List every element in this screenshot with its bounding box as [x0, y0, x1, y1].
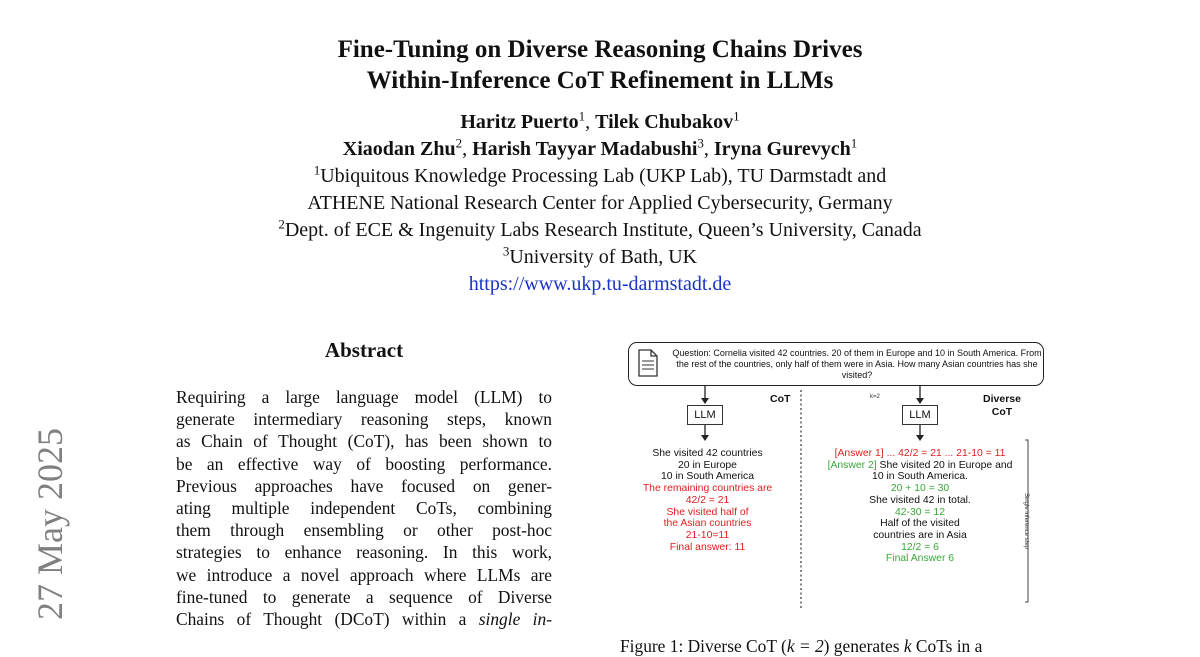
dcot-step: Final Answer 6 — [885, 553, 955, 565]
author-affil-sup: 2 — [455, 135, 463, 151]
dcot-step — [808, 460, 1032, 472]
author-name: Harish Tayyar Madabushi — [472, 138, 698, 160]
abstract-line: fine-tuned to generate a sequence of Diverse — [176, 586, 552, 607]
cot-step: the Asian countries — [663, 518, 752, 530]
affil-text: Ubiquitous Knowledge Processing Lab (UKP Lab), TU Darmstadt and — [320, 165, 887, 187]
dcot-chain — [808, 448, 1032, 565]
dcot-label-line: CoT — [991, 406, 1013, 418]
abstract-italic-text: single in- — [478, 609, 552, 630]
abstract-heading: Abstract — [324, 338, 404, 362]
arxiv-date-stamp: 27 May 2025 — [30, 428, 70, 620]
affil-sup: 1 — [313, 162, 321, 178]
abstract-line: ating multiple independent CoTs, combining — [176, 498, 552, 519]
affil-text: University of Bath, UK — [509, 246, 698, 268]
affiliation-2 — [0, 217, 1200, 244]
dcot-llm-box: LLM — [902, 405, 938, 425]
caption-text: ) generates — [823, 636, 904, 656]
author-affil-sup: 1 — [850, 135, 858, 151]
dcot-step-text: She visited 20 in Europe and — [876, 459, 1013, 471]
abstract-line-text: Chains of Thought (DCoT) within a — [176, 609, 467, 630]
k-label: k=2 — [870, 394, 880, 400]
cot-step: 42/2 = 21 — [685, 494, 730, 506]
affil-text: Dept. of ECE & Ingenuity Labs Research Institute, Queen’s University, Canada — [284, 219, 922, 241]
caption-math: k = 2 — [786, 636, 824, 656]
abstract-line: generate intermediary reasoning steps, known — [176, 409, 552, 430]
affiliation-1b: ATHENE National Research Center for Applied Cybersecurity, Germany — [307, 192, 893, 214]
abstract-line: strategies to enhance reasoning. In this work, — [176, 542, 552, 563]
affil-sup: 3 — [502, 243, 510, 259]
cot-step: She visited half of — [666, 506, 749, 518]
lab-url-link[interactable]: https://www.ukp.tu-darmstadt.de — [468, 273, 732, 295]
abstract-body — [176, 386, 552, 630]
caption-math: k — [903, 636, 912, 656]
dcot-step: 12/2 = 6 — [901, 541, 939, 553]
dcot-step: 20 + 10 = 30 — [890, 483, 950, 495]
abstract-line — [176, 608, 552, 630]
caption-text: CoTs in a — [911, 636, 983, 656]
authors-line-2: Xiaodan Zhu$^2$, Harish Tayyar Madabushi$^3$, Iryna Gurevych$^1$ — [342, 135, 858, 160]
author-name: Iryna Gurevych — [713, 138, 851, 160]
abstract-line: Previous approaches have focused on gener- — [176, 475, 552, 496]
title-line-2: Within-Inference CoT Refinement in LLMs — [366, 67, 834, 94]
cot-llm-box: LLM — [687, 405, 723, 425]
dcot-step: She visited 42 in total. — [869, 494, 971, 506]
dcot-step: [Answer 1] ... 42/2 = 21 ... 21-10 = 11 — [834, 448, 1006, 459]
authors-line-1: Haritz Puerto$^1$, Tilek Chubakov$^1$ — [460, 108, 740, 133]
figure-caption — [620, 636, 1060, 657]
title-line-1: Fine-Tuning on Diverse Reasoning Chains Drives — [337, 36, 863, 63]
dcot-step: countries are in Asia — [873, 529, 967, 541]
cot-step: She visited 42 countries — [652, 448, 763, 459]
cot-step: 21-10=11 — [685, 529, 730, 541]
abstract-line: we introduce a novel approach where LLMs are — [176, 564, 552, 585]
answer-2-tag: [Answer 2] — [827, 459, 877, 471]
caption-text: Figure 1: Diverse CoT ( — [620, 636, 787, 656]
dcot-step: 10 in South America. — [872, 471, 968, 483]
figure-1 — [620, 338, 1060, 608]
dcot-label-line: Diverse — [983, 393, 1021, 405]
author-name: Xiaodan Zhu — [342, 138, 456, 160]
author-affil-sup: 1 — [578, 108, 586, 124]
cot-chain — [620, 448, 795, 553]
abstract-line: as Chain of Thought (CoT), has been shown to — [176, 431, 552, 452]
cot-step: 20 in Europe — [678, 459, 737, 471]
author-affil-sup: 1 — [733, 108, 740, 124]
affiliation-3 — [0, 244, 1200, 271]
cot-step: 10 in South America — [661, 471, 754, 483]
affiliation-1a — [0, 163, 1200, 190]
dcot-step: 42-30 = 12 — [895, 506, 945, 518]
paper-title — [0, 34, 1200, 96]
affil-sup: 2 — [278, 216, 285, 232]
dcot-label — [974, 393, 1030, 419]
abstract-line: be an effective way of boosting performance. — [176, 453, 552, 474]
author-block — [0, 109, 1200, 298]
abstract-line: them through ensembling or other post-hoc — [176, 520, 552, 541]
author-name: Haritz Puerto — [460, 111, 579, 133]
dcot-step: Half of the visited — [880, 518, 960, 530]
question-text: Question: Cornelia visited 42 countries. 20 of them in Europe and 10 in South America. From the rest of the countries, only half of them were in Asia. How many Asian countries has she visited? — [672, 348, 1042, 380]
author-name: Tilek Chubakov — [595, 111, 734, 133]
abstract-line: Requiring a large language model (LLM) to — [176, 387, 552, 407]
single-inference-label: Single inference step — [1023, 492, 1030, 550]
cot-label: CoT — [770, 393, 791, 405]
cot-step: Final answer: 11 — [669, 541, 746, 553]
cot-step: The remaining countries are — [642, 483, 773, 495]
author-affil-sup: 3 — [697, 135, 704, 151]
